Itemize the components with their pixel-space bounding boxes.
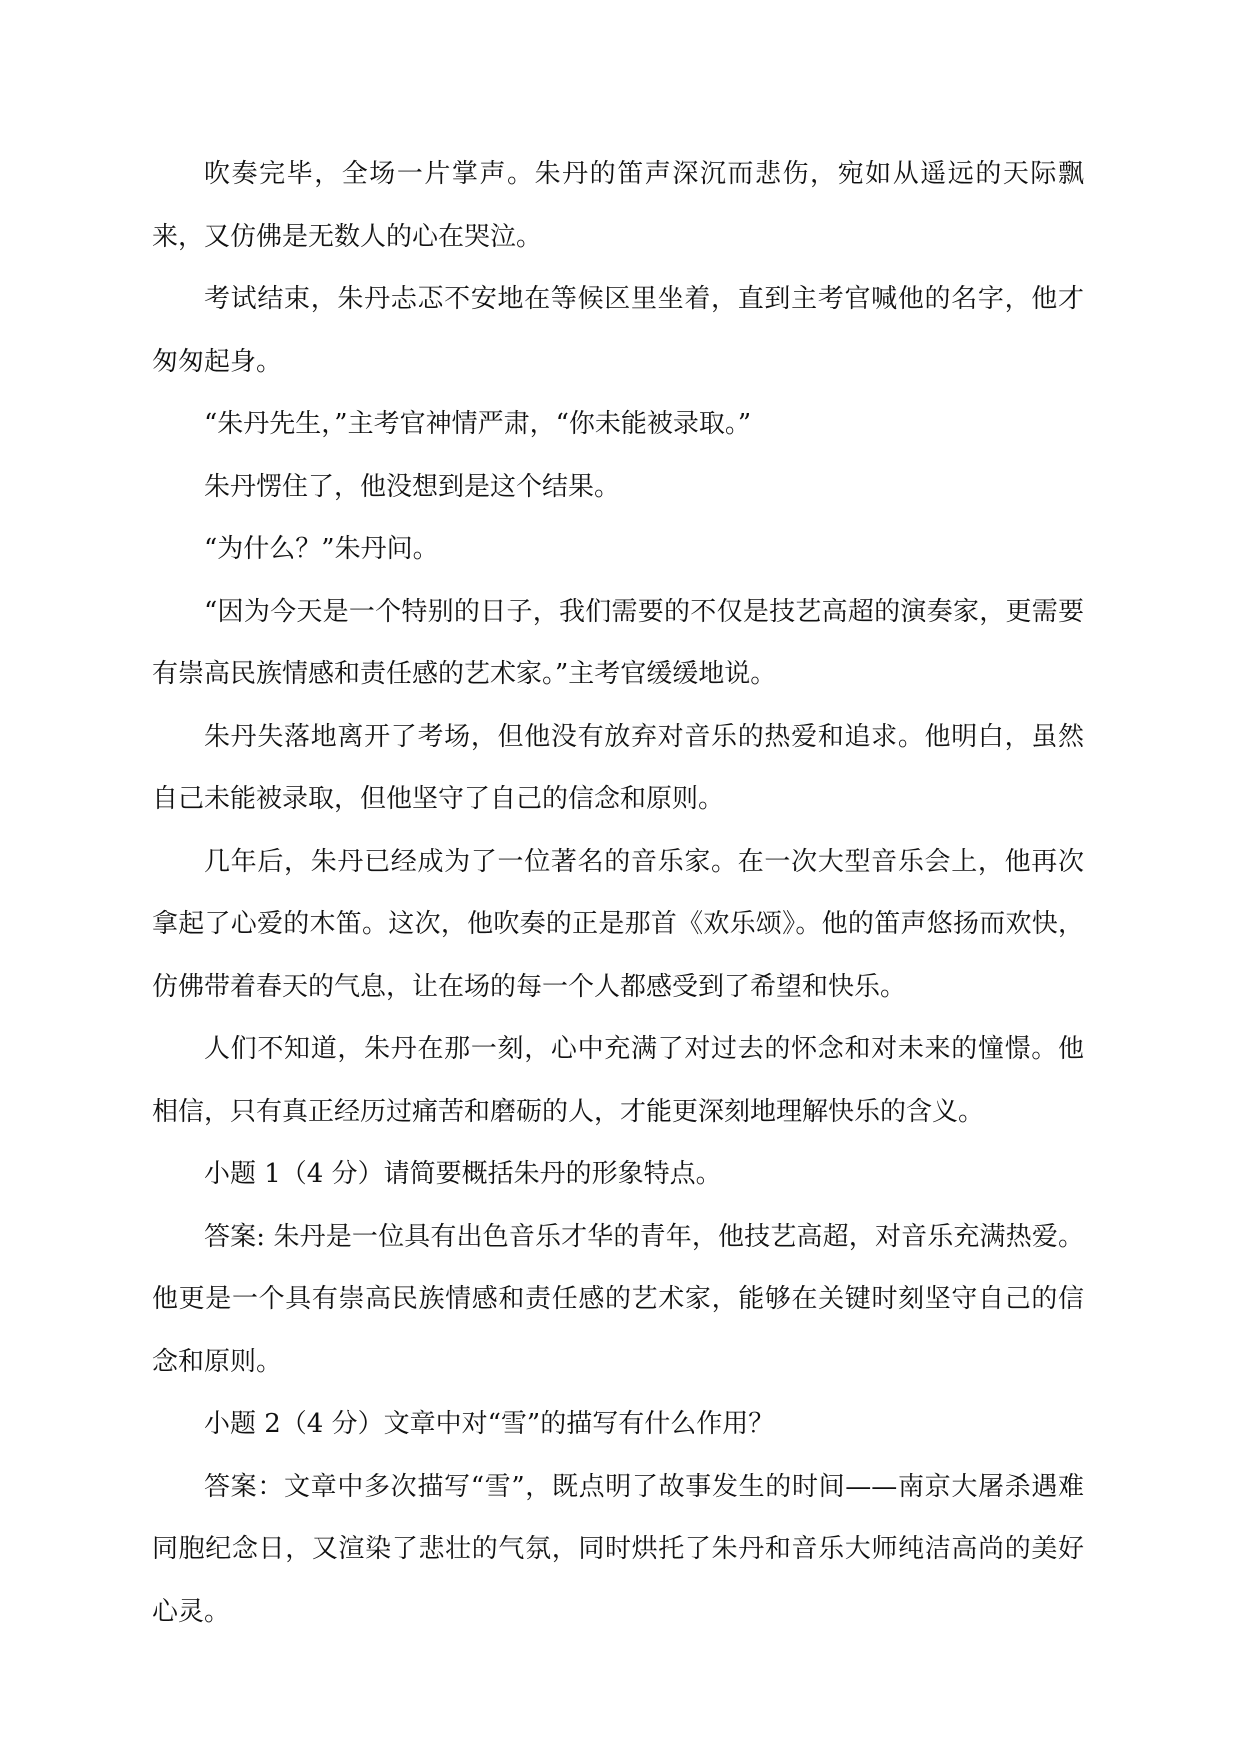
- paragraph-performance-end: 吹奏完毕，全场一片掌声。朱丹的笛声深沉而悲伤，宛如从遥远的天际飘来，又仿佛是无数人的心在哭泣。: [152, 159, 1084, 252]
- answer-1: 答案: 朱丹是一位具有出色音乐才华的青年，他技艺高超，对音乐充满热爱。他更是一个具有崇高民族情感和责任感的艺术家，能够在关键时刻坚守自己的信念和原则。: [152, 1221, 1084, 1377]
- paragraph-leaving-exam: 朱丹失落地离开了考场，但他没有放弃对音乐的热爱和追求。他明白，虽然自己未能被录取，但他坚守了自己的信念和原则。: [152, 721, 1084, 814]
- paragraph-examiner-verdict: “朱丹先生，”主考官神情严肃，“你未能被录取。”: [204, 409, 752, 439]
- paragraph-zhudan-stunned: 朱丹愣住了，他没想到是这个结果。: [204, 471, 621, 502]
- paragraph-why-question: “为什么？”朱丹问。: [204, 534, 439, 564]
- paragraph-reflection: 人们不知道，朱丹在那一刻，心中充满了对过去的怀念和对未来的憧憬。他相信，只有真正经历过痛苦和磨砺的人，才能更深刻地理解快乐的含义。: [152, 1034, 1084, 1127]
- paragraph-exam-end: 考试结束，朱丹忐忑不安地在等候区里坐着，直到主考官喊他的名字，他才匆匆起身。: [152, 284, 1084, 377]
- answer-2: 答案：文章中多次描写“雪”，既点明了故事发生的时间——南京大屠杀遇难同胞纪念日，又渲染了悲壮的气氛，同时烘托了朱丹和音乐大师纯洁高尚的美好心灵。: [152, 1471, 1084, 1627]
- paragraph-years-later: 几年后，朱丹已经成为了一位著名的音乐家。在一次大型音乐会上，他再次拿起了心爱的木笛。这次，他吹奏的正是那首《欢乐颂》。他的笛声悠扬而欢快，仿佛带着春天的气息，让在场的每一个人都感受到了希望和快乐。: [152, 846, 1084, 1002]
- paragraph-examiner-reason: “因为今天是一个特别的日子，我们需要的不仅是技艺高超的演奏家，更需要有崇高民族情感和责任感的艺术家。”主考官缓缓地说。: [152, 596, 1084, 689]
- document-body: [152, 143, 1084, 1643]
- question-2: 小题 2（4 分）文章中对“雪”的描写有什么作用？: [204, 1409, 775, 1439]
- question-1: 小题 1（4 分）请简要概括朱丹的形象特点。: [204, 1159, 722, 1189]
